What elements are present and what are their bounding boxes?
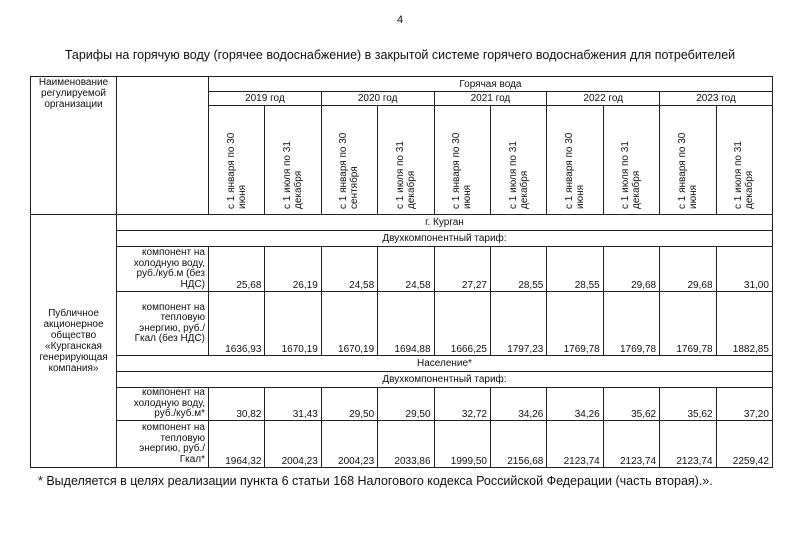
hot-water-header: Горячая вода [209, 77, 773, 92]
period-header [209, 106, 265, 215]
tariff-value: 34,26 [490, 388, 546, 421]
tariff-value: 1769,78 [547, 292, 603, 356]
tariff-value: 2123,74 [660, 421, 716, 468]
population-row [31, 356, 773, 372]
period-header [547, 106, 603, 215]
population-label: Население* [117, 356, 773, 372]
tariff-value: 37,20 [716, 388, 772, 421]
period-label: с 1 июля по 31 декабря [733, 140, 756, 209]
component-label: компонент на холодную воду, руб./куб.м (без НДС) [117, 247, 209, 292]
tariff-value: 28,55 [490, 247, 546, 292]
tariff-value: 1797,23 [490, 292, 546, 356]
year-header: 2019 год [209, 92, 322, 106]
tariff-value: 29,50 [378, 388, 434, 421]
tariff-value: 2004,23 [321, 421, 377, 468]
tariff-value: 2123,74 [547, 421, 603, 468]
tariff-value: 29,50 [321, 388, 377, 421]
period-label: с 1 июля по 31 декабря [394, 140, 417, 209]
tariff-value: 1636,93 [209, 292, 265, 356]
period-label: с 1 января по 30 июня [225, 132, 248, 209]
period-header [660, 106, 716, 215]
period-header [378, 106, 434, 215]
organization-name: Публичное акционерное общество «Курганская генерирующая компания» [31, 215, 117, 468]
tariff-value: 35,62 [660, 388, 716, 421]
tariff-value: 2033,86 [378, 421, 434, 468]
period-header [603, 106, 659, 215]
period-label: с 1 января по 30 июня [564, 132, 587, 209]
component-label: компонент на тепловую энергию, руб./Гкал (без НДС) [117, 292, 209, 356]
period-header [434, 106, 490, 215]
period-label: с 1 января по 30 сентября [338, 132, 361, 209]
period-label: с 1 января по 30 июня [676, 132, 699, 209]
tariff-value: 24,58 [321, 247, 377, 292]
tariff-value: 31,43 [265, 388, 321, 421]
period-header [716, 106, 772, 215]
period-header [490, 106, 546, 215]
tariff-value: 34,26 [547, 388, 603, 421]
tariff-value: 2123,74 [603, 421, 659, 468]
tariff-value: 30,82 [209, 388, 265, 421]
tariff-value: 1964,32 [209, 421, 265, 468]
tariff-value: 29,68 [603, 247, 659, 292]
city-label: г. Курган [117, 215, 773, 231]
period-label: с 1 июля по 31 декабря [620, 140, 643, 209]
footnote: * Выделяется в целях реализации пункта 6 статьи 168 Налогового кодекса Российской Федерации (часть вторая).». [38, 474, 713, 488]
tariff-value: 1769,78 [603, 292, 659, 356]
tariff-value: 1670,19 [265, 292, 321, 356]
table-row [31, 421, 773, 468]
year-header: 2022 год [547, 92, 660, 106]
label-column-header [117, 77, 209, 215]
tariff-value: 2156,68 [490, 421, 546, 468]
tariff-value: 1694,88 [378, 292, 434, 356]
tariff-type-label: Двухкомпонентный тариф: [117, 372, 773, 388]
tariff-value: 28,55 [547, 247, 603, 292]
tariff-value: 26,19 [265, 247, 321, 292]
component-label: компонент на холодную воду, руб./куб.м* [117, 388, 209, 421]
tariff-value: 2259,42 [716, 421, 772, 468]
period-header [321, 106, 377, 215]
component-label: компонент на тепловую энергию, руб./Гкал* [117, 421, 209, 468]
tariff-type-row [31, 372, 773, 388]
table-row [31, 292, 773, 356]
tariff-type-label: Двухкомпонентный тариф: [117, 231, 773, 247]
table-row [31, 247, 773, 292]
header-row-group [31, 77, 773, 92]
tariff-value: 35,62 [603, 388, 659, 421]
document-title: Тарифы на горячую воду (горячее водоснабжение) в закрытой системе горячего водоснабжения для потребителей [64, 48, 736, 62]
tariff-value: 1769,78 [660, 292, 716, 356]
year-header: 2021 год [434, 92, 547, 106]
period-label: с 1 июля по 31 декабря [282, 140, 305, 209]
tariff-value: 1670,19 [321, 292, 377, 356]
org-column-header: Наименование регулируемой организации [31, 77, 117, 215]
tariff-value: 25,68 [209, 247, 265, 292]
tariff-table [30, 76, 773, 468]
tariff-value: 1882,85 [716, 292, 772, 356]
tariff-value: 31,00 [716, 247, 772, 292]
tariff-value: 24,58 [378, 247, 434, 292]
tariff-value: 32,72 [434, 388, 490, 421]
page-number: 4 [396, 14, 404, 26]
year-header: 2023 год [660, 92, 773, 106]
table-row [31, 388, 773, 421]
tariff-value: 1999,50 [434, 421, 490, 468]
period-label: с 1 января по 30 июня [451, 132, 474, 209]
year-header: 2020 год [321, 92, 434, 106]
tariff-type-row [31, 231, 773, 247]
tariff-value: 29,68 [660, 247, 716, 292]
period-label: с 1 июля по 31 декабря [507, 140, 530, 209]
period-header [265, 106, 321, 215]
city-row [31, 215, 773, 231]
tariff-value: 2004,23 [265, 421, 321, 468]
tariff-value: 1666,25 [434, 292, 490, 356]
tariff-value: 27,27 [434, 247, 490, 292]
